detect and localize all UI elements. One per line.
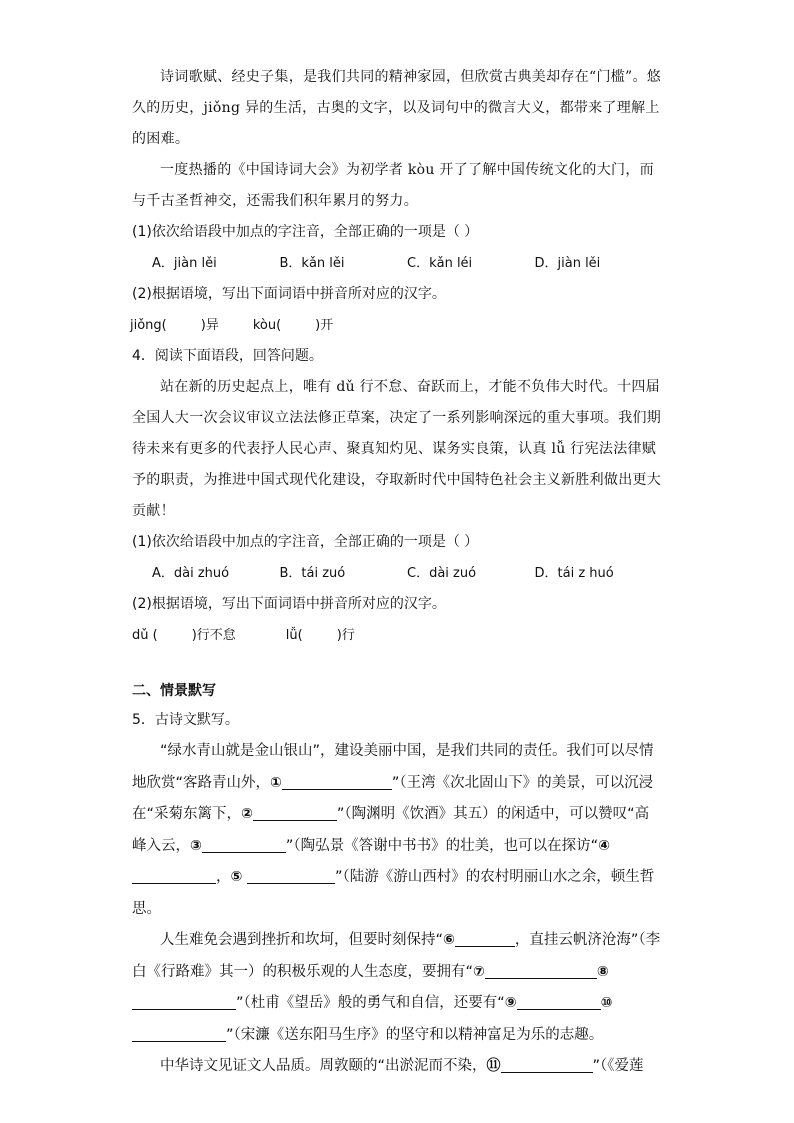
question-5-title: 5．古诗文默写。 (132, 712, 239, 728)
text-run: ”（陶渊明《饮酒》其五）的闲适中，可以赞叹“高峰入云， (132, 806, 650, 854)
text-run: ”（陆游《游山西村》的农村明丽山水之余，顿生哲思。 (132, 869, 655, 917)
question-4-fill-line (132, 620, 662, 651)
text-run: ”（《爱莲 (592, 1058, 644, 1074)
dictation-blank-9[interactable] (517, 993, 601, 1010)
question-4-options (132, 558, 662, 589)
option-c[interactable]: C．kǎn léi (407, 256, 473, 271)
dictation-paragraph-3 (132, 1051, 662, 1083)
text-run: ”（宋濂《送东阳马生序》的坚守和以精神富足为乐的志趣。 (226, 1026, 604, 1043)
option-b[interactable]: B．tái zuó (279, 566, 346, 581)
passage-3-question-2: (2)根据语境，写出下面词语中拼音所对应的汉字。 (132, 286, 446, 302)
dictation-blank-11[interactable] (501, 1056, 593, 1073)
blank-number-4: ④ (598, 837, 610, 854)
passage-3-paragraph-2: 一度热播的《中国诗词大会》为初学者 kòu 开了了解中国传统文化的大门，而与千古圣哲神交，还需我们积年累月的努力。 (132, 162, 654, 209)
dictation-blank-6[interactable] (455, 930, 515, 947)
question-4-paragraph: 站在新的历史起点上，唯有 dǔ 行不怠、奋跃而上，才能不负伟大时代。十四届全国人大一次会议审议立法法修正草案，决定了一系列影响深远的重大事项。我们期待未来有更多的代表抒人民心声、聚真知灼见、谋务实良策，认真 lǚ 行宪法法律赋予的职责，为推进中国式现代化建设，夺取新时代中国特色社会主义新胜利做出更大贡献！ (132, 379, 662, 519)
option-d[interactable]: D．jiàn lěi (534, 256, 601, 271)
dictation-blank-3[interactable] (202, 836, 286, 853)
blank-number-3: ③ (190, 837, 202, 854)
text-run: ， (216, 869, 231, 885)
option-c[interactable]: C．dài zuó (407, 566, 477, 581)
page-content (132, 62, 662, 1083)
passage-3-question-1: (1)依次给语段中加点的字注音，全部正确的一项是（ ） (132, 224, 479, 240)
question-4-question-2: (2)根据语境，写出下面词语中拼音所对应的汉字。 (132, 596, 446, 612)
passage-3-fill-line (130, 310, 662, 341)
question-4-question-1: (1)依次给语段中加点的字注音，全部正确的一项是（ ） (132, 534, 479, 550)
text-run: 人生难免会遇到挫折和坎坷，但要时刻保持“ (160, 932, 444, 948)
dictation-blank-7[interactable] (485, 962, 597, 979)
blank-number-11: ⑪ (486, 1058, 501, 1074)
dictation-paragraph-1 (132, 736, 662, 925)
option-a[interactable]: A．jiàn lěi (152, 256, 217, 271)
option-d[interactable]: D．tái z huó (534, 566, 614, 581)
blank-number-5: ⑤ (230, 869, 243, 885)
dictation-blank-1[interactable] (282, 773, 392, 790)
dictation-blank-4[interactable] (132, 867, 216, 884)
section-title: 二、情景默写 (132, 683, 216, 699)
passage-3-paragraph-1: 诗词歌赋、经史子集，是我们共同的精神家园，但欣赏古典美却存在“门槛”。悠久的历史，jiǒng 异的生活，古奥的文字，以及词句中的微言大义，都带来了理解上的困难。 (132, 69, 662, 147)
blank-number-2: ② (241, 806, 253, 822)
option-a[interactable]: A．dài zhuó (152, 566, 230, 581)
blank-number-9: ⑨ (504, 995, 517, 1011)
text-run: ”（陶弘景《答谢中书书》的壮美，也可以在探访“ (285, 837, 599, 854)
dictation-blank-2[interactable] (253, 804, 337, 821)
fill-word-1-tail: )行不怠 (191, 628, 236, 643)
fill-word-2-tail: )行 (336, 628, 355, 643)
text-run: ”（王湾《次北固山下》的美景，可以沉浸在“采菊东篱下， (132, 774, 654, 822)
text-run: “绿水青山就是金山银山”，建设美丽中国，是我们共同的责任。我们可以尽情地欣赏“客路青山外， (132, 743, 654, 791)
dictation-blank-8[interactable] (132, 993, 236, 1010)
dictation-paragraph-2 (132, 925, 662, 1051)
question-4-title: 4．阅读下面语段，回答问题。 (132, 348, 323, 364)
text-run: ，直挂云帆济沧海”（李白《行路难》其一）的积极乐观的人生态度，要拥有“ (132, 932, 661, 980)
fill-word-1-tail: )异 (200, 318, 219, 333)
blank-number-1: ① (270, 774, 282, 791)
dictation-blank-10[interactable] (132, 1025, 226, 1042)
fill-word-1-pinyin: jiǒng( (130, 318, 167, 333)
blank-number-8: ⑧ (596, 963, 609, 980)
dictation-blank-5[interactable] (247, 867, 335, 884)
blank-number-6: ⑥ (443, 932, 455, 948)
fill-word-2-pinyin: kòu( (252, 318, 282, 333)
text-run: 中华诗文见证文人品质。周敦颐的“出淤泥而不染， (160, 1058, 487, 1074)
fill-word-2-pinyin: lǚ( (285, 628, 303, 643)
option-b[interactable]: B．kǎn lěi (279, 256, 345, 271)
fill-word-2-tail: )开 (315, 318, 334, 333)
passage-3-options (132, 248, 662, 279)
text-run: ”（杜甫《望岳》般的勇气和自信，还要有“ (236, 995, 505, 1011)
blank-number-7: ⑦ (473, 963, 485, 980)
fill-word-1-pinyin: dǔ ( (132, 628, 158, 643)
blank-number-10: ⑩ (600, 995, 613, 1011)
